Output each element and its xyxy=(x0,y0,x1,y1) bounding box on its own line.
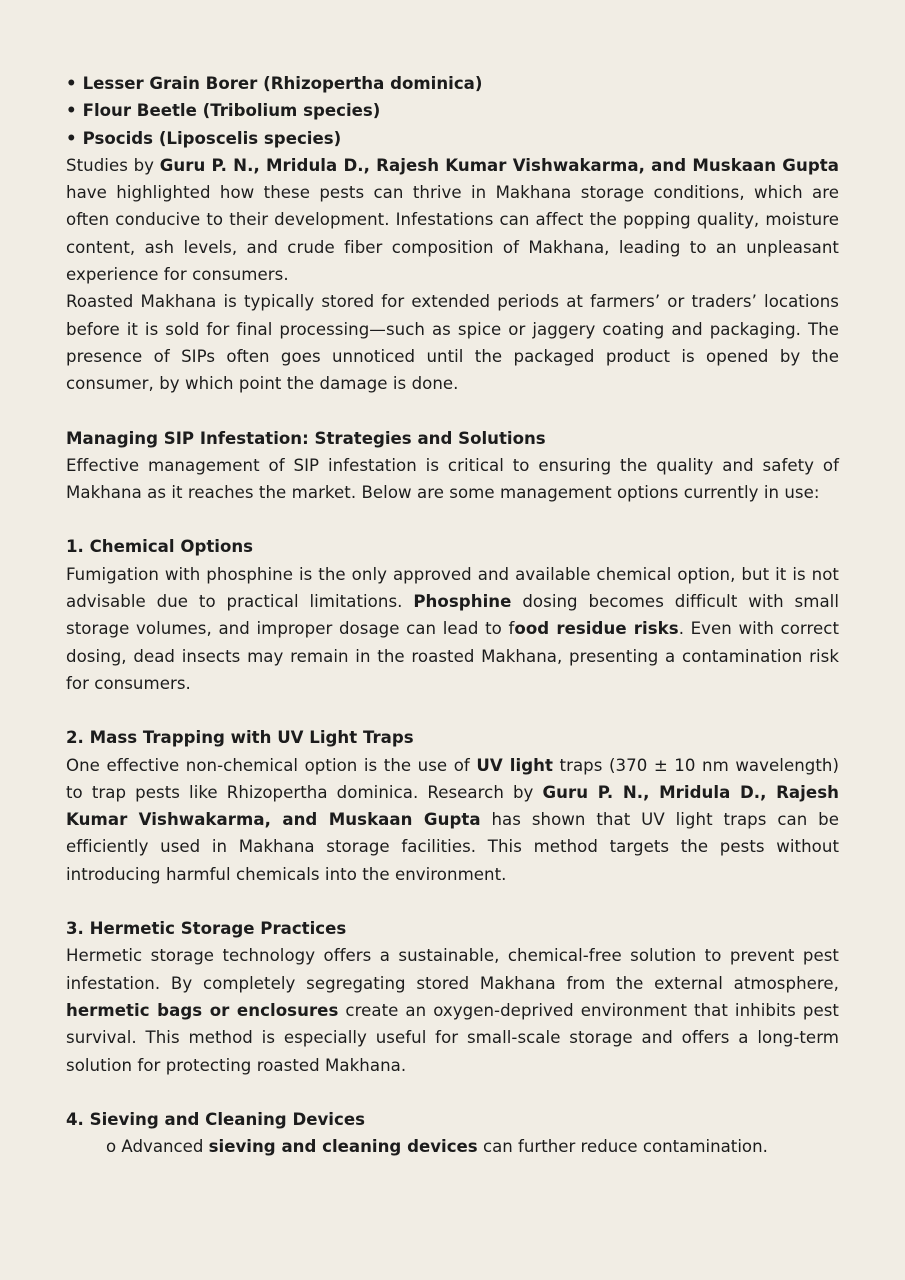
chemical-residue: ood residue risks xyxy=(514,619,679,639)
hermetic-bags: hermetic bags or enclosures xyxy=(66,1000,339,1020)
uv-text-e: has shown that UV light traps can be efficiently used in Makhana storage facilities. This method targets the pests without introducing harmful chemicals into the environment. xyxy=(66,810,839,884)
uv-heading: 2. Mass Trapping with UV Light Traps xyxy=(66,728,414,748)
uv-light: UV light xyxy=(476,755,553,775)
chemical-text-c: dosing becomes difficult with small storage volumes, and improper dosage can lead to f xyxy=(66,592,839,639)
sieving-text-a: o Advanced xyxy=(106,1137,209,1157)
storage-paragraph: Roasted Makhana is typically stored for extended periods at farmers’ or traders’ locations before it is sold for final processing—such as spice or jaggery coating and packaging. The presence of SIPs often goes unnoticed until the packaged product is opened by the consumer, by which point the damage is done. xyxy=(66,292,839,394)
uv-paragraph xyxy=(66,752,839,888)
studies-authors: Guru P. N., Mridula D., Rajesh Kumar Vishwakarma, and Muskaan Gupta xyxy=(159,155,839,175)
chemical-heading: 1. Chemical Options xyxy=(66,537,254,557)
managing-paragraph: Effective management of SIP infestation is critical to ensuring the quality and safety of Makhana as it reaches the market. Below are some management options currently in use: xyxy=(66,455,839,503)
sieving-text-c: can further reduce contamination. xyxy=(477,1137,768,1157)
pest-bullet-3: • Psocids (Liposcelis species) xyxy=(66,125,839,152)
uv-text-a: One effective non-chemical option is the use of xyxy=(66,755,477,775)
pest-bullet-list xyxy=(66,70,839,152)
chemical-text-a: Fumigation with phosphine is the only approved and available chemical option, but it is not advisable due to practical limitations. xyxy=(66,564,839,612)
hermetic-text-a: Hermetic storage technology offers a sustainable, chemical-free solution to prevent pest infestation. By completely segregating stored Makhana from the external atmosphere, xyxy=(66,946,839,993)
uv-authors: Guru P. N., Mridula D., Rajesh Kumar Vishwakarma, and Muskaan Gupta xyxy=(66,782,839,830)
sieving-heading: 4. Sieving and Cleaning Devices xyxy=(66,1109,365,1129)
pest-bullet-2: • Flour Beetle (Tribolium species) xyxy=(66,97,839,124)
sieving-item xyxy=(66,1133,839,1160)
sieving-devices: sieving and cleaning devices xyxy=(208,1137,478,1157)
pest-bullet-1: • Lesser Grain Borer (Rhizopertha dominica) xyxy=(66,70,839,97)
studies-text-a: Studies by xyxy=(66,155,160,175)
hermetic-heading: 3. Hermetic Storage Practices xyxy=(66,919,347,939)
studies-text-c: have highlighted how these pests can thrive in Makhana storage conditions, which are often conducive to their development. Infestations can affect the popping quality, moisture content, ash levels, and crude fiber composition of Makhana, leading to an unpleasant experience for consumers. xyxy=(66,183,839,285)
uv-text-c: traps (370 ± 10 nm wavelength) to trap pests like Rhizopertha dominica. Research by xyxy=(66,755,839,802)
hermetic-text-c: create an oxygen-deprived environment that inhibits pest survival. This method is especially useful for small-scale storage and offers a long-term solution for protecting roasted Makhana. xyxy=(66,1000,839,1075)
chemical-text-e: . Even with correct dosing, dead insects may remain in the roasted Makhana, presenting a contamination risk for consumers. xyxy=(66,619,839,693)
chemical-phosphine: Phosphine xyxy=(413,592,512,612)
chemical-paragraph xyxy=(66,561,839,697)
studies-paragraph xyxy=(66,152,839,288)
hermetic-paragraph xyxy=(66,942,839,1078)
managing-heading: Managing SIP Infestation: Strategies and Solutions xyxy=(66,428,546,448)
